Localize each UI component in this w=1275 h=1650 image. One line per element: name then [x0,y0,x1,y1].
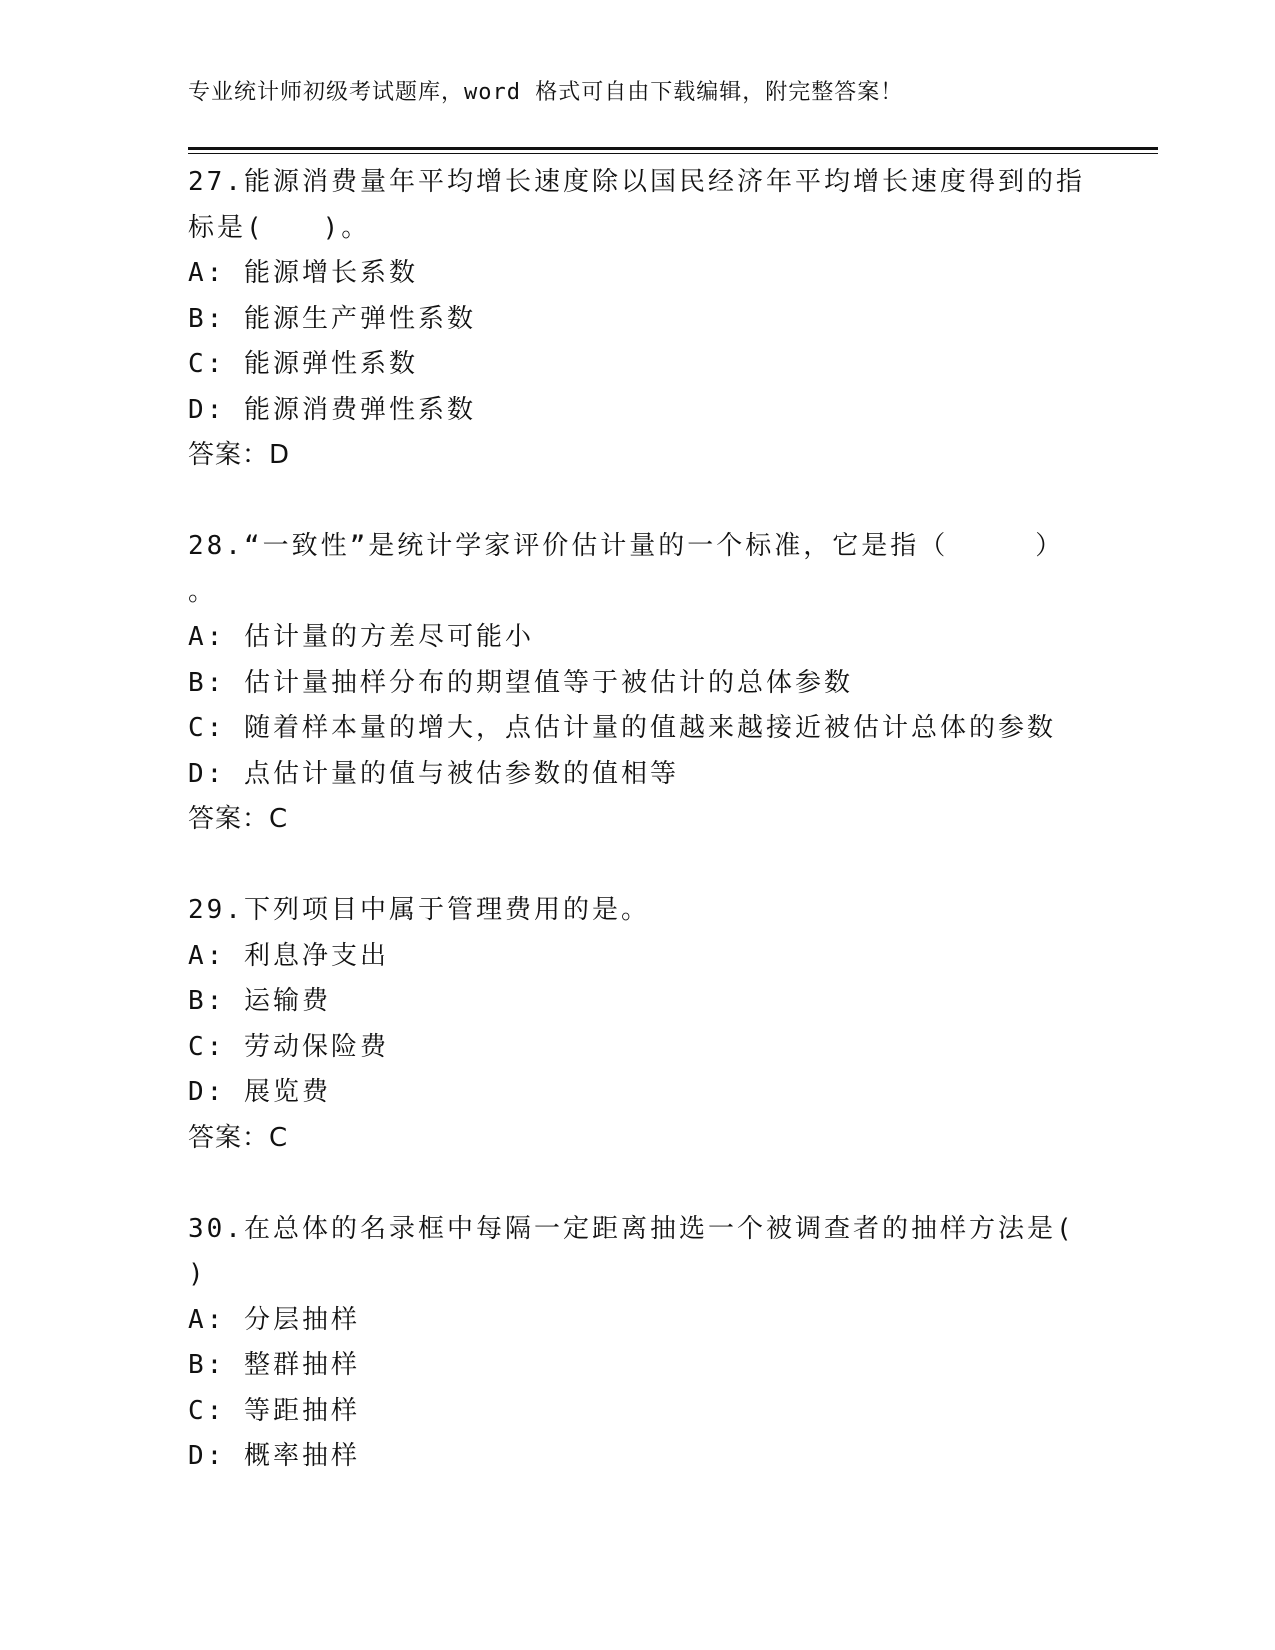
question-30 [188,1207,1088,1480]
answer-line: 答案：C [188,1122,289,1153]
spacer [188,1161,1088,1207]
option-b: B: 整群抽样 [188,1350,360,1380]
option-b: B: 能源生产弹性系数 [188,303,476,334]
option-b: B: 估计量抽样分布的期望值等于被估计的总体参数 [188,667,853,698]
question-stem-line: 28.“一致性”是统计学家评价估计量的一个标准，它是指（ ） [188,531,1065,561]
question-28 [188,524,1088,843]
spacer [188,843,1088,889]
option-d: D: 点估计量的值与被估参数的值相等 [188,758,679,789]
option-b: B: 运输费 [188,986,331,1016]
question-stem-line: 标是( )。 [188,212,371,243]
question-27 [188,160,1088,479]
question-stem-line: 。 [188,576,218,607]
question-29 [188,888,1088,1161]
option-d: D: 概率抽样 [188,1441,360,1471]
option-c: C: 等距抽样 [188,1395,360,1426]
question-stem-line: 29.下列项目中属于管理费用的是。 [188,895,650,925]
option-a: A: 分层抽样 [188,1304,360,1335]
question-stem-line: ) [188,1259,207,1289]
option-a: A: 估计量的方差尽可能小 [188,622,534,652]
option-c: C: 劳动保险费 [188,1031,389,1062]
option-c: C: 能源弹性系数 [188,349,418,379]
option-a: A: 利息净支出 [188,940,389,971]
option-d: D: 能源消费弹性系数 [188,394,476,425]
answer-line: 答案：C [188,804,289,834]
option-a: A: 能源增长系数 [188,258,418,288]
question-stem-line: 30.在总体的名录框中每隔一定距离抽选一个被调查者的抽样方法是( [188,1213,1075,1244]
spacer [188,479,1088,525]
option-d: D: 展览费 [188,1077,331,1107]
header-rule-thick [188,147,1158,150]
question-stem-line: 27.能源消费量年平均增长速度除以国民经济年平均增长速度得到的指 [188,167,1085,197]
header-rule-thin [188,153,1158,154]
option-c: C: 随着样本量的增大，点估计量的值越来越接近被估计总体的参数 [188,713,1056,743]
page-header: 专业统计师初级考试题库，word 格式可自由下载编辑，附完整答案！ [188,80,904,105]
question-list [188,160,1088,1480]
answer-line: 答案：D [188,440,291,470]
